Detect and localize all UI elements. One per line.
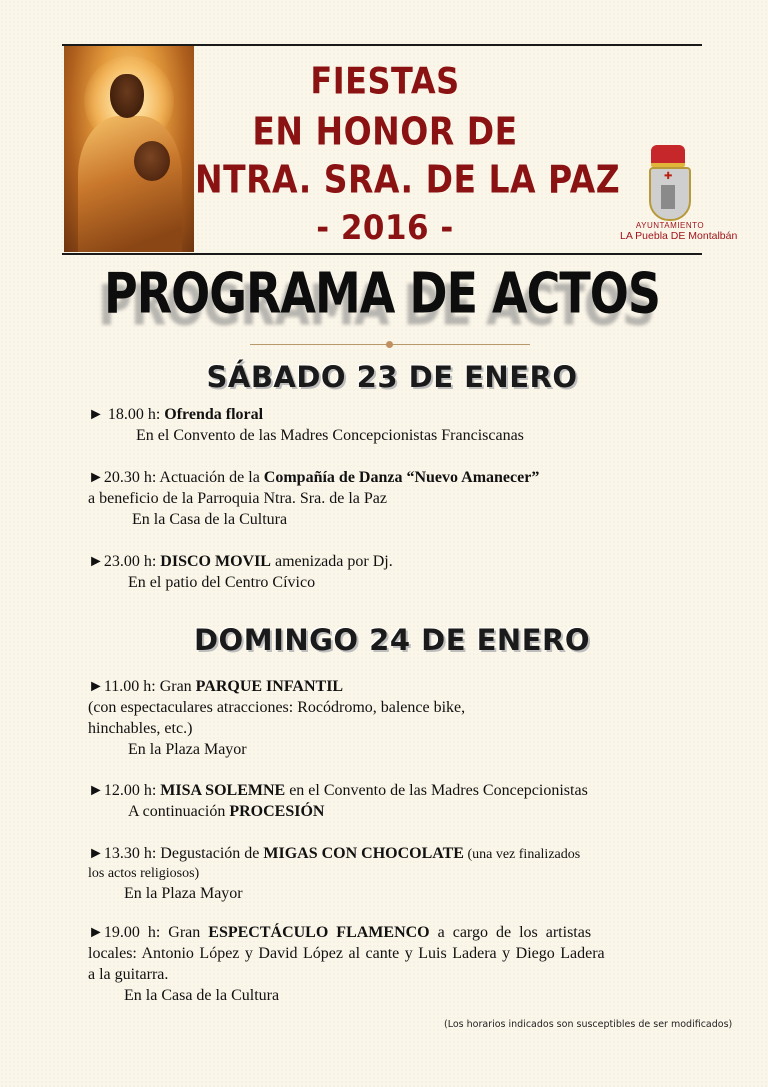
event-detail: a la guitarra.: [88, 966, 169, 983]
schedule-disclaimer: (Los horarios indicados son susceptibles de ser modificados): [444, 1019, 733, 1030]
event-title: MIGAS CON CHOCOLATE: [263, 845, 464, 862]
event-sat-1: [88, 404, 668, 446]
event-time: ►13.30 h: Degustación de: [88, 845, 264, 862]
event-detail: amenizada por Dj.: [270, 553, 393, 570]
event-sat-2: [88, 467, 668, 530]
sunday-heading: DOMINGO 24 DE ENERO: [193, 623, 590, 657]
title-line-3: NTRA. SRA. DE LA PAZ: [195, 157, 621, 202]
event-detail: los actos religiosos): [88, 866, 200, 881]
title-line-2: EN HONOR DE: [252, 109, 518, 154]
title-line-1: FIESTAS: [310, 59, 460, 103]
event-title: Compañía de Danza “Nuevo Amanecer”: [263, 469, 540, 486]
event-place: En la Casa de la Cultura: [124, 987, 280, 1004]
event-title: MISA SOLEMNE: [160, 782, 286, 799]
town-hall-logo: [620, 221, 738, 242]
event-sun-1: [88, 676, 668, 760]
event-time: ►20.30 h: Actuación de la: [88, 469, 264, 486]
header-bottom-rule: [62, 253, 702, 255]
event-title: ESPECTÁCULO FLAMENCO: [208, 924, 430, 941]
event-detail: A continuación: [128, 803, 230, 820]
event-place: En la Plaza Mayor: [128, 741, 247, 758]
town-crest-icon: ✚: [643, 145, 693, 225]
event-detail: a beneficio de la Parroquia Ntra. Sra. de la Paz: [88, 490, 387, 507]
event-subtitle: PROCESIÓN: [229, 803, 325, 820]
event-time: ►19.00 h: Gran: [88, 924, 209, 941]
event-title: DISCO MOVIL: [160, 553, 271, 570]
event-title: Ofrenda floral: [164, 406, 264, 423]
event-time: ►23.00 h:: [88, 553, 161, 570]
event-sun-4: [88, 922, 668, 1006]
divider-ornament: [386, 341, 393, 348]
event-sat-3: [88, 551, 668, 593]
event-detail: en el Convento de las Madres Concepcionistas: [285, 782, 588, 799]
event-place: En el patio del Centro Cívico: [128, 574, 316, 591]
saturday-heading: SÁBADO 23 DE ENERO: [206, 360, 578, 394]
program-title: PROGRAMA DE ACTOS: [103, 260, 660, 326]
town-hall-label: AYUNTAMIENTO: [635, 221, 705, 230]
event-detail: (con espectaculares atracciones: Rocódromo, balence bike,: [88, 699, 466, 716]
event-place: En el Convento de las Madres Concepcionistas Franciscanas: [136, 427, 524, 444]
town-name: LA Puebla DE Montalbán: [620, 230, 738, 242]
event-detail: a cargo de los artistas: [429, 924, 592, 941]
event-sun-3: [88, 843, 668, 904]
event-time: ►12.00 h:: [88, 782, 161, 799]
title-year: - 2016 -: [316, 208, 454, 248]
virgin-image: [64, 46, 194, 252]
event-time: ► 18.00 h:: [88, 406, 165, 423]
event-sun-2: [88, 780, 668, 822]
event-detail: hinchables, etc.): [88, 720, 193, 737]
event-detail: (una vez finalizados: [463, 847, 581, 862]
event-title: PARQUE INFANTIL: [195, 678, 344, 695]
event-place: En la Casa de la Cultura: [132, 511, 288, 528]
event-time: ►11.00 h: Gran: [88, 678, 196, 695]
event-place: En la Plaza Mayor: [124, 885, 243, 902]
event-detail: locales: Antonio López y David López al cante y Luis Ladera y Diego Ladera: [88, 945, 605, 962]
